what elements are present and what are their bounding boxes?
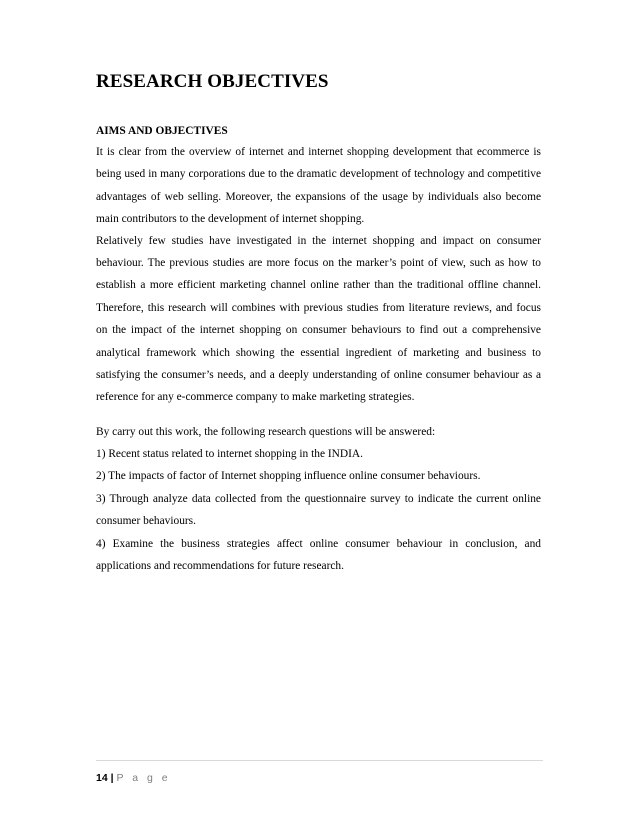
paragraph-studies: Relatively few studies have investigated in the internet shopping and impact on consumer behaviour. The previous studies are more focus on the marker’s point of view, such as how to establish a more efficient marketing channel online rather than the traditional offline channel. Therefore, this research will combines with previous studies from literature reviews, and focus on the impact of the internet shopping on consumer behaviours to find out a comprehensive analytical framework which showing the essential ingredient of marketing and business to satisfying the consumer’s needs, and a deeply understanding of online consumer behaviour as a reference for any e-commerce company to make marketing strategies. bbox=[96, 234, 541, 404]
research-question-4: 4) Examine the business strategies affect online consumer behaviour in conclusion, and applications and recommendations for future research. bbox=[96, 537, 541, 572]
page-separator: | bbox=[110, 772, 114, 784]
spacer bbox=[96, 409, 541, 421]
section-heading: AIMS AND OBJECTIVES bbox=[96, 125, 228, 137]
research-question-3: 3) Through analyze data collected from the questionnaire survey to indicate the current online consumer behaviours. bbox=[96, 492, 541, 528]
page-footer bbox=[96, 756, 543, 796]
page-indicator bbox=[96, 772, 171, 784]
footer-divider bbox=[96, 760, 543, 761]
research-question-2: 2) The impacts of factor of Internet shopping influence online consumer behaviours. bbox=[96, 470, 481, 483]
paragraph-overview: It is clear from the overview of internet and internet shopping development that ecommerce is being used in many corporations due to the dramatic development of technology and competitive advantages of web selling. Moreover, the expansions of the usage by individuals also become main contributors to the development of internet shopping. bbox=[96, 146, 541, 226]
document-body bbox=[96, 123, 541, 577]
page-number: 14 bbox=[96, 772, 108, 784]
page-label: P a g e bbox=[116, 772, 171, 784]
page-title: RESEARCH OBJECTIVES bbox=[96, 71, 329, 92]
questions-intro: By carry out this work, the following research questions will be answered: bbox=[96, 425, 436, 438]
research-question-1: 1) Recent status related to internet shopping in the INDIA. bbox=[96, 447, 363, 460]
